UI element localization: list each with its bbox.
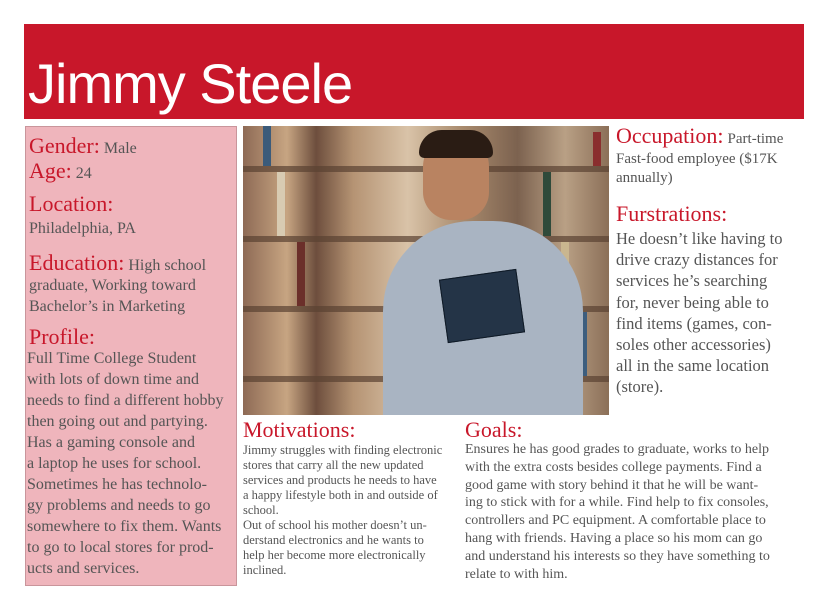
frustrations-label: Furstrations: (616, 201, 728, 226)
frustrations-line: He doesn’t like having to (616, 229, 783, 248)
education-row (29, 251, 239, 276)
education-value-1: High school (128, 257, 207, 274)
motivations-line: Out of school his mother doesn’t un- (243, 518, 427, 532)
profile-line: needs to find a different hobby (27, 392, 224, 409)
frustrations-text (616, 228, 821, 398)
motivations-label: Motivations: (243, 417, 356, 442)
frustrations-line: for, never being able to (616, 292, 769, 312)
profile-line: ucts and services. (27, 560, 140, 577)
occupation-value-3: annually) (616, 170, 673, 186)
motivations-line: Jimmy struggles with finding electronic (243, 443, 443, 457)
header-banner (24, 24, 804, 119)
motivations-line: school. (243, 503, 279, 517)
motivations-line: stores that carry all the new updated (243, 458, 424, 472)
goals-line: hang with friends. Having a place so his mom can go (465, 530, 763, 546)
gender-label: Gender: (29, 133, 100, 158)
frustrations-line: all in the same location (616, 356, 770, 376)
goals-text (465, 441, 805, 583)
frustrations-line: soles other accessories) (616, 335, 771, 355)
goals-label: Goals: (465, 417, 523, 442)
goals-line: with the extra costs besides college payments. Find a (465, 459, 762, 475)
profile-line: then going out and partying. (27, 413, 208, 430)
profile-text (27, 348, 239, 579)
goals-line: good game with story behind it that he will be want- (465, 477, 759, 493)
goals-line: ing to stick with for a while. Find help to fix consoles, (465, 495, 769, 511)
motivations-line: services and products he needs to have (243, 473, 437, 487)
age-value: 24 (75, 165, 92, 182)
age-row (29, 159, 92, 184)
location-label: Location: (29, 191, 114, 216)
motivations-text (243, 443, 463, 578)
profile-line: with lots of down time and (27, 371, 199, 388)
occupation-label: Occupation: (616, 123, 724, 148)
goals-line: relate to with him. (465, 566, 568, 582)
education-label: Education: (29, 250, 125, 275)
gender-row (29, 134, 137, 159)
frustrations-line: (store). (616, 377, 664, 397)
occupation-value-2: Fast-food employee ($17K (616, 151, 778, 167)
motivations-line: help her become more electronically (243, 548, 426, 562)
profile-line: gy problems and needs to go (27, 497, 211, 514)
goals-line: and understand his interests so they have something to (465, 548, 770, 564)
persona-name: Jimmy Steele (28, 52, 353, 115)
location-value: Philadelphia, PA (29, 220, 136, 237)
occupation-value-1: Part-time (727, 131, 784, 147)
age-label: Age: (29, 158, 72, 183)
education-value-2: graduate, Working toward (29, 277, 196, 294)
frustrations-line: services he’s searching (616, 271, 768, 291)
frustrations-line: find items (games, con- (616, 313, 772, 333)
motivations-line: inclined. (243, 563, 287, 577)
education-value-3: Bachelor’s in Marketing (29, 298, 186, 315)
profile-line: Full Time College Student (27, 350, 197, 367)
persona-photo (243, 126, 609, 415)
occupation-row (616, 124, 816, 149)
profile-line: Has a gaming console and (27, 434, 195, 451)
goals-line: controllers and PC equipment. A comfortable place to (465, 513, 766, 529)
motivations-line: derstand electronics and he wants to (243, 533, 424, 547)
goals-line: Ensures he has good grades to graduate, works to help (465, 442, 770, 457)
profile-line: Sometimes he has technolo- (27, 476, 207, 493)
profile-line: to go to local stores for prod- (27, 539, 214, 556)
frustrations-line: drive crazy distances for (616, 250, 778, 270)
motivations-line: a happy lifestyle both in and outside of (243, 488, 438, 502)
profile-line: somewhere to fix them. Wants (27, 518, 222, 535)
profile-label: Profile: (29, 324, 95, 349)
gender-value: Male (103, 140, 137, 157)
profile-line: a laptop he uses for school. (27, 455, 202, 472)
